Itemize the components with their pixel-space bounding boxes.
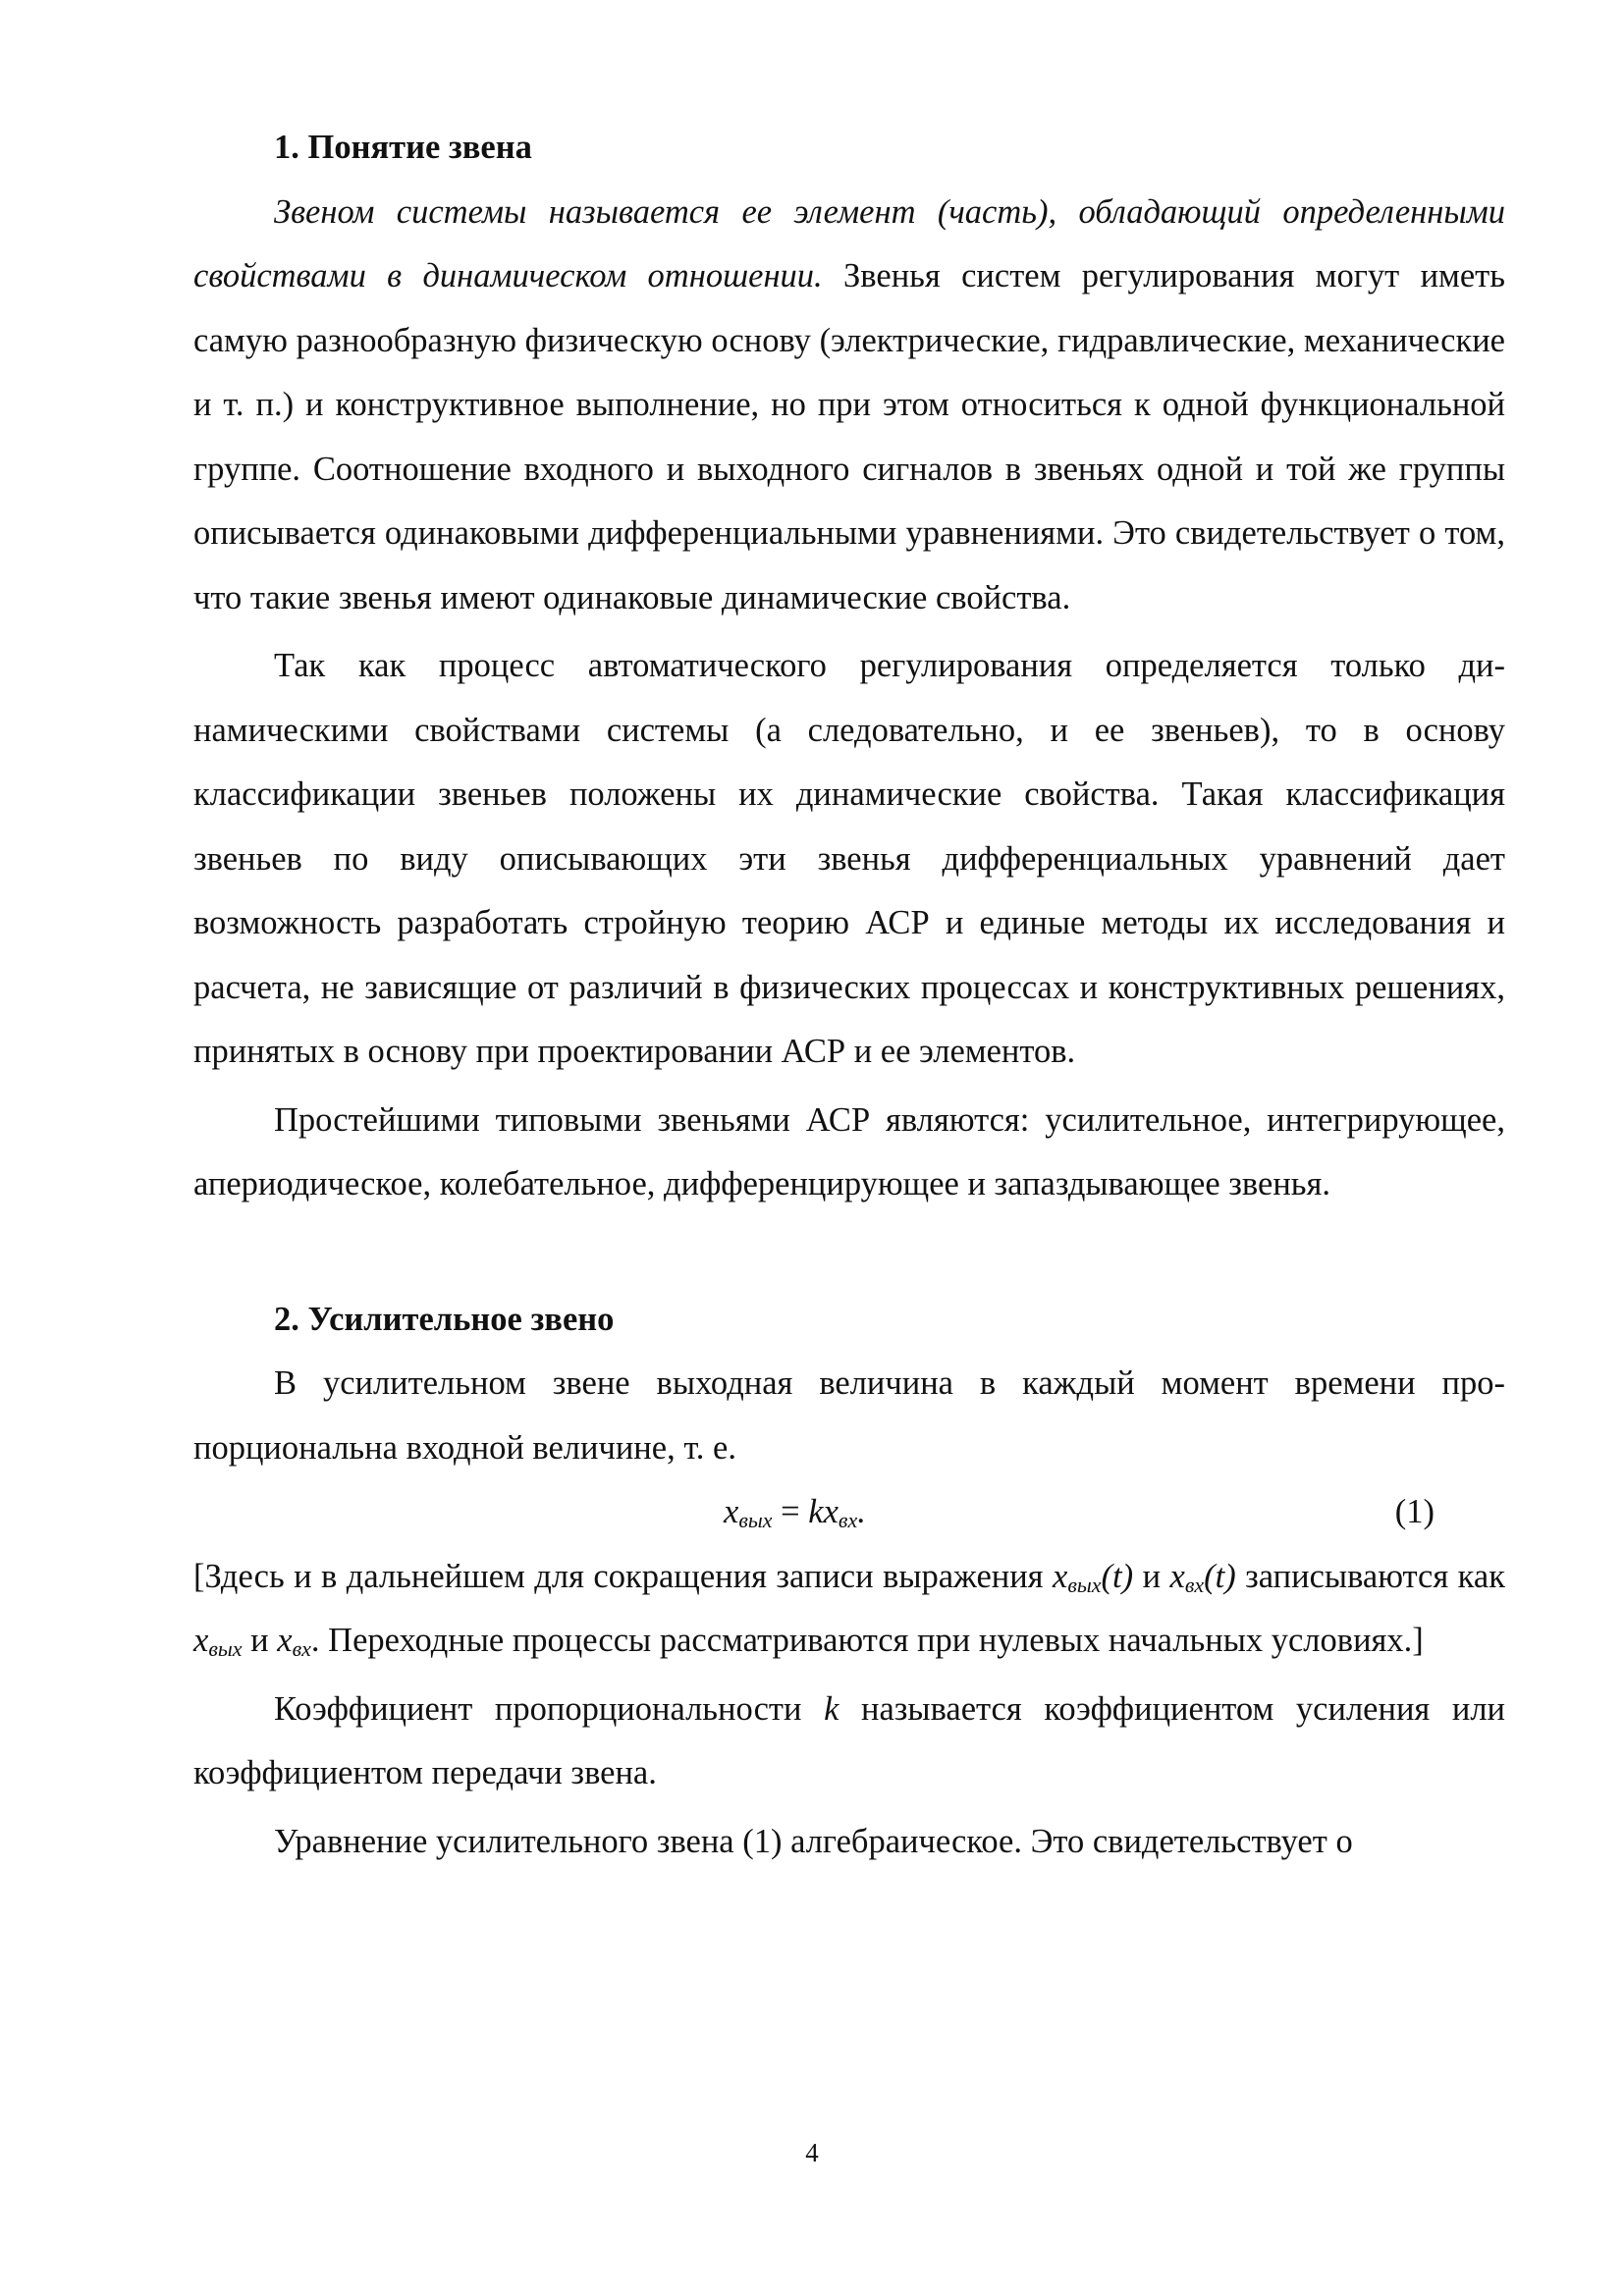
section-1-paragraph-3: Простейшими типовыми звеньями АСР являются: усилительное, интегрирующее, апериодическое, колебательное, дифференцирующее и запаздывающее звенья. [193,1100,1505,1202]
section-1-heading: 1. Понятие звена [274,129,532,166]
section-2-heading: 2. Усилительное звено [274,1300,615,1338]
equation-1 [193,1480,1505,1545]
document-page [193,116,1505,1874]
section-2-coefficient-paragraph: Коэффициент пропорциональности k называется коэффициентом усиления или коэффициентом передачи звена. [193,1689,1506,1791]
section-1-paragraph-2: Так как процесс автоматического регулирования определяется только динамическими свойствами системы (а следовательно, и ее звеньев), то в основу классификации звеньев положены их динамические свойства. Такая классификация звеньев по виду описывающих эти звенья дифференциальных уравнений дает возможность разработать стройную теорию АСР и единые методы их исследования и расчета, не зависящие от различий в физических процессах и конструктивных решениях, принятых в основу при проектировании АСР и ее элементов. [193,647,1505,1070]
section-2-paragraph-1: В усилительном звене выходная величина в каждый момент времени пропорциональна входной величине, т. е. [193,1364,1505,1467]
definition-italic-text: Звеном системы называется ее элемент (часть), обладающий определенными свойствами в динамическом отношении. [193,192,1505,294]
page-number: 4 [805,2138,819,2167]
paragraph-1-text: Звенья систем регулирования могут иметь самую разнообразную физическую основу (электрические, гидравлические, механические и т. п.) и конструктивное выполнение, но при этом относиться к одной функциональной группе. Соотношение входного и выходного сигналов в звеньях одной и той же группы описывается одинаковыми дифференциальными уравнениями. Это свидетельствует о том, что такие звенья имеют одинаковые динамические свойства. [193,257,1505,616]
section-2-note: [Здесь и в дальнейшем для сокращения записи выражения $x_{вых}(t)$ и $x_{вх}(t)$ записываются как $x_{вых}$ и $x_{вх}$. Переходные процессы рассматриваются при нулевых начальных условиях.] [193,1557,1505,1661]
equation-1-body: $x_{вых} = kx_{вх}$. [724,1493,866,1532]
equation-1-number: (1) [1394,1493,1435,1530]
section-2-last-paragraph: Уравнение усилительного звена (1) алгебраическое. Это свидетельствует о [274,1822,1353,1860]
section-1-paragraph-1 [193,181,1505,631]
